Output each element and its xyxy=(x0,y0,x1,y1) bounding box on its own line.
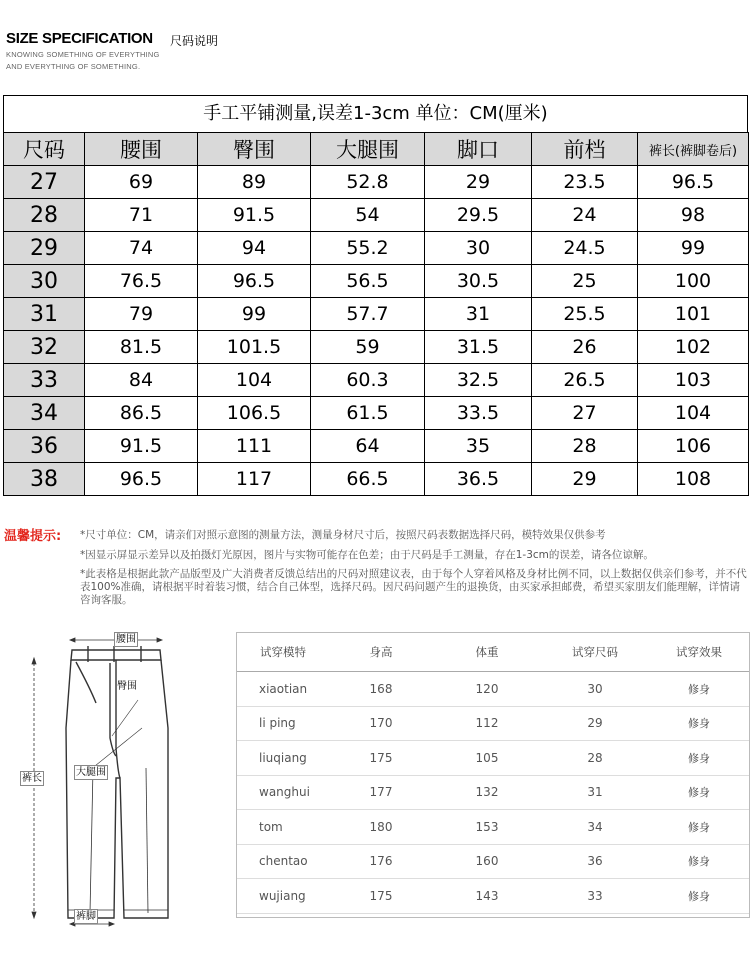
col-header-front-rise: 前档 xyxy=(532,133,638,166)
size-cell: 29 xyxy=(4,232,85,265)
size-chart xyxy=(3,95,748,496)
size-row xyxy=(4,364,749,397)
measure-cell: 59 xyxy=(311,331,425,364)
measure-cell: 89 xyxy=(198,166,311,199)
page-title: SIZE SPECIFICATION xyxy=(6,30,153,47)
label-thigh: 大腿围 xyxy=(76,767,106,778)
model-height: 180 xyxy=(329,810,433,845)
model-size: 30 xyxy=(541,672,649,707)
size-cell: 31 xyxy=(4,298,85,331)
size-cell: 36 xyxy=(4,430,85,463)
subtitle-2: AND EVERYTHING OF SOMETHING. xyxy=(6,62,141,71)
model-row xyxy=(237,672,749,707)
model-fit: 修身 xyxy=(649,775,749,810)
size-cell: 38 xyxy=(4,463,85,496)
model-height: 168 xyxy=(329,672,433,707)
subtitle-1: KNOWING SOMETHING OF EVERYTHING xyxy=(6,50,160,59)
size-cell: 28 xyxy=(4,199,85,232)
measure-cell: 27 xyxy=(532,397,638,430)
measure-cell: 29 xyxy=(532,463,638,496)
label-length: 裤长 xyxy=(22,773,42,784)
measure-cell: 32.5 xyxy=(425,364,532,397)
model-weight: 105 xyxy=(433,741,541,776)
model-size: 31 xyxy=(541,775,649,810)
model-height: 175 xyxy=(329,741,433,776)
size-row xyxy=(4,331,749,364)
col-header-thigh: 大腿围 xyxy=(311,133,425,166)
measure-cell: 94 xyxy=(198,232,311,265)
model-fit: 修身 xyxy=(649,879,749,914)
model-row xyxy=(237,775,749,810)
measure-cell: 31 xyxy=(425,298,532,331)
measure-cell: 52.8 xyxy=(311,166,425,199)
measure-cell: 28 xyxy=(532,430,638,463)
measure-cell: 71 xyxy=(85,199,198,232)
model-fit: 修身 xyxy=(649,706,749,741)
measure-cell: 24 xyxy=(532,199,638,232)
col-header-hem: 脚口 xyxy=(425,133,532,166)
measure-cell: 84 xyxy=(85,364,198,397)
pants-diagram xyxy=(10,628,215,928)
note-2: *因显示屏显示差异以及拍摄灯光原因，图片与实物可能存在色差；由于尺码是手工测量，存在1-3cm的误差，请各位谅解。 xyxy=(80,549,654,561)
model-fit: 修身 xyxy=(649,672,749,707)
model-name: wujiang xyxy=(237,879,329,914)
measure-cell: 54 xyxy=(311,199,425,232)
model-row xyxy=(237,844,749,879)
measure-cell: 60.3 xyxy=(311,364,425,397)
measure-cell: 104 xyxy=(638,397,749,430)
size-row xyxy=(4,199,749,232)
measure-cell: 106.5 xyxy=(198,397,311,430)
measure-cell: 25 xyxy=(532,265,638,298)
model-height: 170 xyxy=(329,706,433,741)
label-hip: 臀围 xyxy=(117,681,137,692)
model-fit: 修身 xyxy=(649,810,749,845)
measure-cell: 104 xyxy=(198,364,311,397)
model-height: 177 xyxy=(329,775,433,810)
measure-cell: 79 xyxy=(85,298,198,331)
size-table-header-row xyxy=(4,133,749,166)
page-title-cn: 尺码说明 xyxy=(170,34,219,48)
measure-cell: 64 xyxy=(311,430,425,463)
model-name: tom xyxy=(237,810,329,845)
model-size: 28 xyxy=(541,741,649,776)
size-cell: 34 xyxy=(4,397,85,430)
measure-cell: 103 xyxy=(638,364,749,397)
measure-cell: 117 xyxy=(198,463,311,496)
measure-cell: 86.5 xyxy=(85,397,198,430)
measure-cell: 69 xyxy=(85,166,198,199)
col-header-hip: 臀围 xyxy=(198,133,311,166)
col-header-weight: 体重 xyxy=(433,633,541,672)
measure-cell: 30 xyxy=(425,232,532,265)
size-cell: 32 xyxy=(4,331,85,364)
size-cell: 30 xyxy=(4,265,85,298)
model-fit: 修身 xyxy=(649,844,749,879)
size-row xyxy=(4,463,749,496)
measure-cell: 25.5 xyxy=(532,298,638,331)
size-row xyxy=(4,430,749,463)
measure-cell: 76.5 xyxy=(85,265,198,298)
measure-cell: 101.5 xyxy=(198,331,311,364)
model-row xyxy=(237,706,749,741)
measure-cell: 102 xyxy=(638,331,749,364)
size-cell: 33 xyxy=(4,364,85,397)
measure-cell: 66.5 xyxy=(311,463,425,496)
measure-cell: 31.5 xyxy=(425,331,532,364)
model-row xyxy=(237,810,749,845)
measure-cell: 26 xyxy=(532,331,638,364)
measure-cell: 29 xyxy=(425,166,532,199)
measure-cell: 57.7 xyxy=(311,298,425,331)
measure-cell: 100 xyxy=(638,265,749,298)
model-name: li ping xyxy=(237,706,329,741)
model-name: xiaotian xyxy=(237,672,329,707)
size-row xyxy=(4,298,749,331)
note-1: *尺寸单位：CM，请亲们对照示意图的测量方法，测量身材尺寸后，按照尺码表数据选择尺码，模特效果仅供参考 xyxy=(80,529,606,541)
col-header-length: 裤长(裤脚卷后) xyxy=(638,133,749,166)
model-weight: 143 xyxy=(433,879,541,914)
measure-cell: 108 xyxy=(638,463,749,496)
model-name: chentao xyxy=(237,844,329,879)
model-fit-panel xyxy=(236,632,750,918)
measure-cell: 55.2 xyxy=(311,232,425,265)
measure-cell: 24.5 xyxy=(532,232,638,265)
model-height: 175 xyxy=(329,879,433,914)
measure-cell: 61.5 xyxy=(311,397,425,430)
size-row xyxy=(4,265,749,298)
col-header-waist: 腰围 xyxy=(85,133,198,166)
measure-cell: 29.5 xyxy=(425,199,532,232)
size-cell: 27 xyxy=(4,166,85,199)
size-row xyxy=(4,397,749,430)
measure-cell: 33.5 xyxy=(425,397,532,430)
col-header-tried-size: 试穿尺码 xyxy=(541,633,649,672)
size-row xyxy=(4,232,749,265)
model-name: wanghui xyxy=(237,775,329,810)
size-row xyxy=(4,166,749,199)
measure-cell: 99 xyxy=(198,298,311,331)
model-weight: 120 xyxy=(433,672,541,707)
model-weight: 160 xyxy=(433,844,541,879)
measure-cell: 91.5 xyxy=(198,199,311,232)
measure-cell: 111 xyxy=(198,430,311,463)
model-weight: 153 xyxy=(433,810,541,845)
model-table xyxy=(237,633,749,914)
col-header-size: 尺码 xyxy=(4,133,85,166)
col-header-height: 身高 xyxy=(329,633,433,672)
model-size: 29 xyxy=(541,706,649,741)
model-name: liuqiang xyxy=(237,741,329,776)
model-size: 36 xyxy=(541,844,649,879)
model-table-header-row xyxy=(237,633,749,672)
measure-cell: 26.5 xyxy=(532,364,638,397)
measure-cell: 96.5 xyxy=(198,265,311,298)
measure-cell: 91.5 xyxy=(85,430,198,463)
model-size: 34 xyxy=(541,810,649,845)
measure-cell: 106 xyxy=(638,430,749,463)
model-row xyxy=(237,741,749,776)
measure-cell: 74 xyxy=(85,232,198,265)
measure-cell: 35 xyxy=(425,430,532,463)
measure-cell: 56.5 xyxy=(311,265,425,298)
note-3: *此表格是根据此款产品版型及广大消费者反馈总结出的尺码对照建议表，由于每个人穿着风格及身材比例不同，以上数据仅供亲们参考，并不代表100%准确，请根据平时着装习惯，结合自己体型，选择尺码。因尺码问题产生的退换货，由买家承担邮费，希望买家朋友们能理解，详情请咨询客服。 xyxy=(80,568,747,606)
notes-label: 温馨提示: xyxy=(4,529,62,544)
col-header-model: 试穿模特 xyxy=(237,633,329,672)
model-height: 176 xyxy=(329,844,433,879)
measure-cell: 81.5 xyxy=(85,331,198,364)
measure-cell: 23.5 xyxy=(532,166,638,199)
model-fit: 修身 xyxy=(649,741,749,776)
measure-cell: 101 xyxy=(638,298,749,331)
measure-cell: 99 xyxy=(638,232,749,265)
col-header-fit: 试穿效果 xyxy=(649,633,749,672)
measure-cell: 30.5 xyxy=(425,265,532,298)
label-waist: 腰围 xyxy=(116,634,136,645)
size-chart-caption: 手工平铺测量,误差1-3cm 单位：CM(厘米) xyxy=(3,95,748,132)
measure-cell: 96.5 xyxy=(85,463,198,496)
model-row xyxy=(237,879,749,914)
label-hem: 裤脚 xyxy=(76,911,96,922)
size-table xyxy=(3,132,749,496)
measure-cell: 36.5 xyxy=(425,463,532,496)
model-weight: 132 xyxy=(433,775,541,810)
measure-cell: 96.5 xyxy=(638,166,749,199)
model-size: 33 xyxy=(541,879,649,914)
model-weight: 112 xyxy=(433,706,541,741)
header xyxy=(6,30,219,71)
measure-cell: 98 xyxy=(638,199,749,232)
